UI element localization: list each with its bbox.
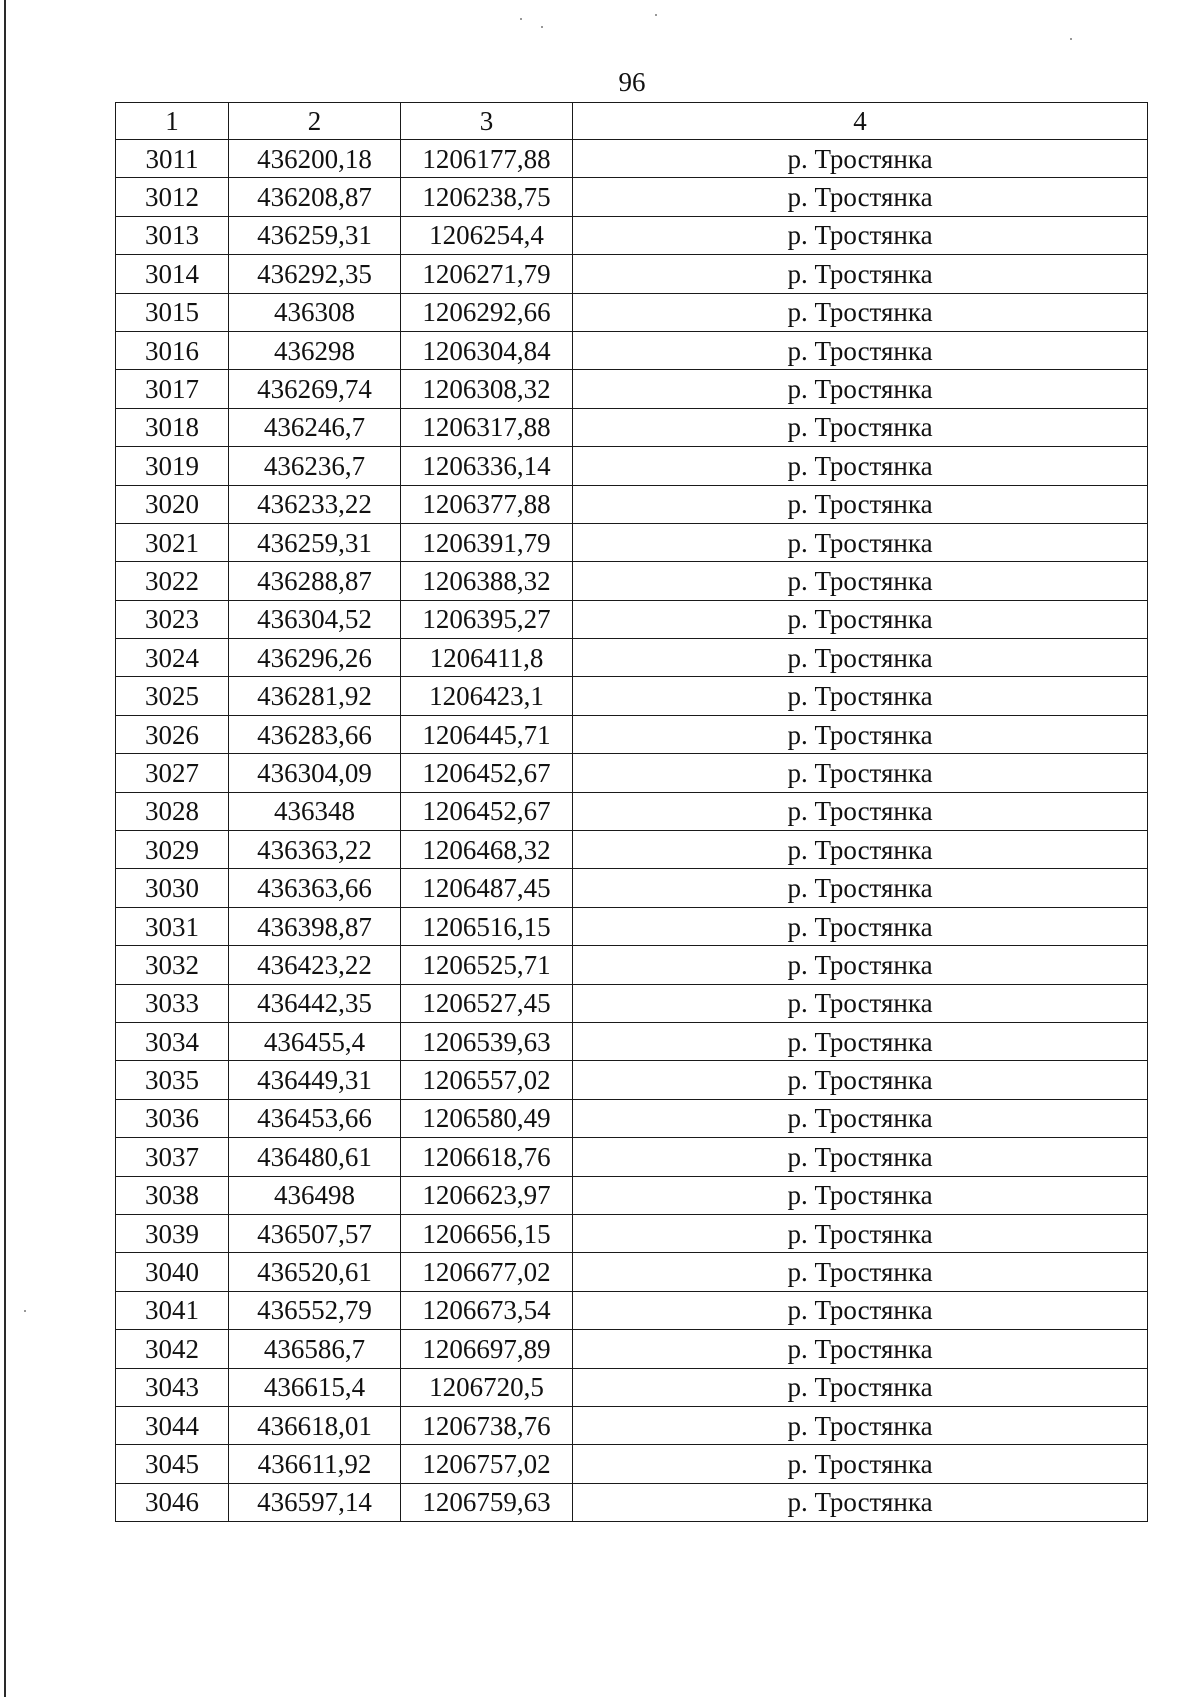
point-number-cell: 3026 <box>116 715 229 753</box>
point-number-cell: 3017 <box>116 370 229 408</box>
y-coordinate-cell: 1206238,75 <box>401 178 573 216</box>
y-coordinate-cell: 1206757,02 <box>401 1445 573 1483</box>
table-row <box>116 1022 1148 1060</box>
y-coordinate-cell: 1206445,71 <box>401 715 573 753</box>
x-coordinate-cell: 436449,31 <box>229 1061 401 1099</box>
x-coordinate-cell: 436259,31 <box>229 216 401 254</box>
x-coordinate-cell: 436233,22 <box>229 485 401 523</box>
table-row <box>116 1099 1148 1137</box>
x-coordinate-cell: 436455,4 <box>229 1022 401 1060</box>
y-coordinate-cell: 1206759,63 <box>401 1483 573 1521</box>
scan-speck <box>520 18 522 20</box>
point-number-cell: 3011 <box>116 140 229 178</box>
table-row <box>116 984 1148 1022</box>
description-cell: р. Тростянка <box>573 1483 1148 1521</box>
point-number-cell: 3014 <box>116 255 229 293</box>
column-header-1: 1 <box>116 103 229 140</box>
x-coordinate-cell: 436507,57 <box>229 1214 401 1252</box>
description-cell: р. Тростянка <box>573 1445 1148 1483</box>
description-cell: р. Тростянка <box>573 447 1148 485</box>
table-row <box>116 600 1148 638</box>
y-coordinate-cell: 1206738,76 <box>401 1406 573 1444</box>
point-number-cell: 3034 <box>116 1022 229 1060</box>
x-coordinate-cell: 436298 <box>229 331 401 369</box>
x-coordinate-cell: 436398,87 <box>229 907 401 945</box>
table-row <box>116 1368 1148 1406</box>
description-cell: р. Тростянка <box>573 1061 1148 1099</box>
point-number-cell: 3033 <box>116 984 229 1022</box>
description-cell: р. Тростянка <box>573 639 1148 677</box>
table-row <box>116 523 1148 561</box>
y-coordinate-cell: 1206304,84 <box>401 331 573 369</box>
y-coordinate-cell: 1206697,89 <box>401 1330 573 1368</box>
description-cell: р. Тростянка <box>573 1022 1148 1060</box>
table-row <box>116 639 1148 677</box>
x-coordinate-cell: 436618,01 <box>229 1406 401 1444</box>
point-number-cell: 3037 <box>116 1138 229 1176</box>
scan-speck <box>655 14 657 16</box>
y-coordinate-cell: 1206677,02 <box>401 1253 573 1291</box>
y-coordinate-cell: 1206468,32 <box>401 831 573 869</box>
description-cell: р. Тростянка <box>573 562 1148 600</box>
x-coordinate-cell: 436348 <box>229 792 401 830</box>
y-coordinate-cell: 1206557,02 <box>401 1061 573 1099</box>
table-row <box>116 1214 1148 1252</box>
x-coordinate-cell: 436208,87 <box>229 178 401 216</box>
description-cell: р. Тростянка <box>573 178 1148 216</box>
x-coordinate-cell: 436308 <box>229 293 401 331</box>
description-cell: р. Тростянка <box>573 1368 1148 1406</box>
x-coordinate-cell: 436442,35 <box>229 984 401 1022</box>
column-header-2: 2 <box>229 103 401 140</box>
description-cell: р. Тростянка <box>573 946 1148 984</box>
x-coordinate-cell: 436304,09 <box>229 754 401 792</box>
table-body <box>116 140 1148 1522</box>
y-coordinate-cell: 1206254,4 <box>401 216 573 254</box>
y-coordinate-cell: 1206377,88 <box>401 485 573 523</box>
table-row <box>116 216 1148 254</box>
x-coordinate-cell: 436520,61 <box>229 1253 401 1291</box>
point-number-cell: 3018 <box>116 408 229 446</box>
y-coordinate-cell: 1206308,32 <box>401 370 573 408</box>
table-row <box>116 869 1148 907</box>
y-coordinate-cell: 1206487,45 <box>401 869 573 907</box>
y-coordinate-cell: 1206388,32 <box>401 562 573 600</box>
table-row <box>116 485 1148 523</box>
point-number-cell: 3013 <box>116 216 229 254</box>
point-number-cell: 3027 <box>116 754 229 792</box>
y-coordinate-cell: 1206525,71 <box>401 946 573 984</box>
x-coordinate-cell: 436498 <box>229 1176 401 1214</box>
table-row <box>116 1061 1148 1099</box>
description-cell: р. Тростянка <box>573 984 1148 1022</box>
table-row <box>116 178 1148 216</box>
scan-speck <box>24 1310 26 1312</box>
table-row <box>116 293 1148 331</box>
description-cell: р. Тростянка <box>573 715 1148 753</box>
point-number-cell: 3016 <box>116 331 229 369</box>
table-header <box>116 103 1148 140</box>
description-cell: р. Тростянка <box>573 1330 1148 1368</box>
description-cell: р. Тростянка <box>573 485 1148 523</box>
x-coordinate-cell: 436480,61 <box>229 1138 401 1176</box>
point-number-cell: 3032 <box>116 946 229 984</box>
description-cell: р. Тростянка <box>573 1214 1148 1252</box>
x-coordinate-cell: 436259,31 <box>229 523 401 561</box>
y-coordinate-cell: 1206452,67 <box>401 754 573 792</box>
y-coordinate-cell: 1206720,5 <box>401 1368 573 1406</box>
table-row <box>116 715 1148 753</box>
description-cell: р. Тростянка <box>573 1138 1148 1176</box>
point-number-cell: 3046 <box>116 1483 229 1521</box>
table-row <box>116 677 1148 715</box>
description-cell: р. Тростянка <box>573 1253 1148 1291</box>
description-cell: р. Тростянка <box>573 523 1148 561</box>
x-coordinate-cell: 436586,7 <box>229 1330 401 1368</box>
coordinates-table <box>115 102 1148 1522</box>
description-cell: р. Тростянка <box>573 831 1148 869</box>
y-coordinate-cell: 1206618,76 <box>401 1138 573 1176</box>
point-number-cell: 3038 <box>116 1176 229 1214</box>
column-header-4: 4 <box>573 103 1148 140</box>
table-row <box>116 370 1148 408</box>
point-number-cell: 3012 <box>116 178 229 216</box>
point-number-cell: 3045 <box>116 1445 229 1483</box>
y-coordinate-cell: 1206527,45 <box>401 984 573 1022</box>
description-cell: р. Тростянка <box>573 1406 1148 1444</box>
y-coordinate-cell: 1206539,63 <box>401 1022 573 1060</box>
point-number-cell: 3044 <box>116 1406 229 1444</box>
y-coordinate-cell: 1206391,79 <box>401 523 573 561</box>
point-number-cell: 3035 <box>116 1061 229 1099</box>
description-cell: р. Тростянка <box>573 331 1148 369</box>
point-number-cell: 3025 <box>116 677 229 715</box>
x-coordinate-cell: 436296,26 <box>229 639 401 677</box>
point-number-cell: 3024 <box>116 639 229 677</box>
table-row <box>116 1483 1148 1521</box>
x-coordinate-cell: 436281,92 <box>229 677 401 715</box>
scan-left-edge <box>4 0 6 1697</box>
y-coordinate-cell: 1206336,14 <box>401 447 573 485</box>
description-cell: р. Тростянка <box>573 792 1148 830</box>
x-coordinate-cell: 436288,87 <box>229 562 401 600</box>
description-cell: р. Тростянка <box>573 677 1148 715</box>
y-coordinate-cell: 1206623,97 <box>401 1176 573 1214</box>
point-number-cell: 3019 <box>116 447 229 485</box>
column-header-3: 3 <box>401 103 573 140</box>
table-row <box>116 255 1148 293</box>
y-coordinate-cell: 1206452,67 <box>401 792 573 830</box>
point-number-cell: 3022 <box>116 562 229 600</box>
table-row <box>116 1291 1148 1329</box>
x-coordinate-cell: 436283,66 <box>229 715 401 753</box>
x-coordinate-cell: 436363,66 <box>229 869 401 907</box>
description-cell: р. Тростянка <box>573 1176 1148 1214</box>
point-number-cell: 3028 <box>116 792 229 830</box>
table-row <box>116 754 1148 792</box>
x-coordinate-cell: 436236,7 <box>229 447 401 485</box>
x-coordinate-cell: 436304,52 <box>229 600 401 638</box>
description-cell: р. Тростянка <box>573 1099 1148 1137</box>
x-coordinate-cell: 436423,22 <box>229 946 401 984</box>
table-row <box>116 447 1148 485</box>
x-coordinate-cell: 436615,4 <box>229 1368 401 1406</box>
y-coordinate-cell: 1206580,49 <box>401 1099 573 1137</box>
y-coordinate-cell: 1206411,8 <box>401 639 573 677</box>
point-number-cell: 3020 <box>116 485 229 523</box>
point-number-cell: 3030 <box>116 869 229 907</box>
point-number-cell: 3021 <box>116 523 229 561</box>
table-row <box>116 1176 1148 1214</box>
y-coordinate-cell: 1206271,79 <box>401 255 573 293</box>
point-number-cell: 3039 <box>116 1214 229 1252</box>
point-number-cell: 3023 <box>116 600 229 638</box>
point-number-cell: 3036 <box>116 1099 229 1137</box>
point-number-cell: 3031 <box>116 907 229 945</box>
description-cell: р. Тростянка <box>573 869 1148 907</box>
x-coordinate-cell: 436269,74 <box>229 370 401 408</box>
description-cell: р. Тростянка <box>573 907 1148 945</box>
table-row <box>116 1406 1148 1444</box>
x-coordinate-cell: 436200,18 <box>229 140 401 178</box>
table-row <box>116 946 1148 984</box>
description-cell: р. Тростянка <box>573 255 1148 293</box>
scan-speck <box>541 26 543 28</box>
point-number-cell: 3015 <box>116 293 229 331</box>
header-row <box>116 103 1148 140</box>
table-row <box>116 831 1148 869</box>
description-cell: р. Тростянка <box>573 370 1148 408</box>
description-cell: р. Тростянка <box>573 1291 1148 1329</box>
x-coordinate-cell: 436292,35 <box>229 255 401 293</box>
y-coordinate-cell: 1206656,15 <box>401 1214 573 1252</box>
description-cell: р. Тростянка <box>573 216 1148 254</box>
description-cell: р. Тростянка <box>573 408 1148 446</box>
description-cell: р. Тростянка <box>573 293 1148 331</box>
point-number-cell: 3043 <box>116 1368 229 1406</box>
table-row <box>116 331 1148 369</box>
table-row <box>116 1253 1148 1291</box>
y-coordinate-cell: 1206292,66 <box>401 293 573 331</box>
point-number-cell: 3029 <box>116 831 229 869</box>
x-coordinate-cell: 436363,22 <box>229 831 401 869</box>
table-row <box>116 140 1148 178</box>
page-number: 96 <box>618 67 646 97</box>
x-coordinate-cell: 436246,7 <box>229 408 401 446</box>
description-cell: р. Тростянка <box>573 600 1148 638</box>
x-coordinate-cell: 436552,79 <box>229 1291 401 1329</box>
table-row <box>116 562 1148 600</box>
y-coordinate-cell: 1206177,88 <box>401 140 573 178</box>
point-number-cell: 3042 <box>116 1330 229 1368</box>
y-coordinate-cell: 1206395,27 <box>401 600 573 638</box>
x-coordinate-cell: 436453,66 <box>229 1099 401 1137</box>
point-number-cell: 3040 <box>116 1253 229 1291</box>
description-cell: р. Тростянка <box>573 754 1148 792</box>
y-coordinate-cell: 1206423,1 <box>401 677 573 715</box>
y-coordinate-cell: 1206317,88 <box>401 408 573 446</box>
table-row <box>116 907 1148 945</box>
y-coordinate-cell: 1206516,15 <box>401 907 573 945</box>
x-coordinate-cell: 436611,92 <box>229 1445 401 1483</box>
table-row <box>116 1138 1148 1176</box>
table-row <box>116 1330 1148 1368</box>
point-number-cell: 3041 <box>116 1291 229 1329</box>
description-cell: р. Тростянка <box>573 140 1148 178</box>
y-coordinate-cell: 1206673,54 <box>401 1291 573 1329</box>
table-row <box>116 792 1148 830</box>
table-row <box>116 1445 1148 1483</box>
scan-speck <box>1070 38 1072 40</box>
x-coordinate-cell: 436597,14 <box>229 1483 401 1521</box>
table-row <box>116 408 1148 446</box>
